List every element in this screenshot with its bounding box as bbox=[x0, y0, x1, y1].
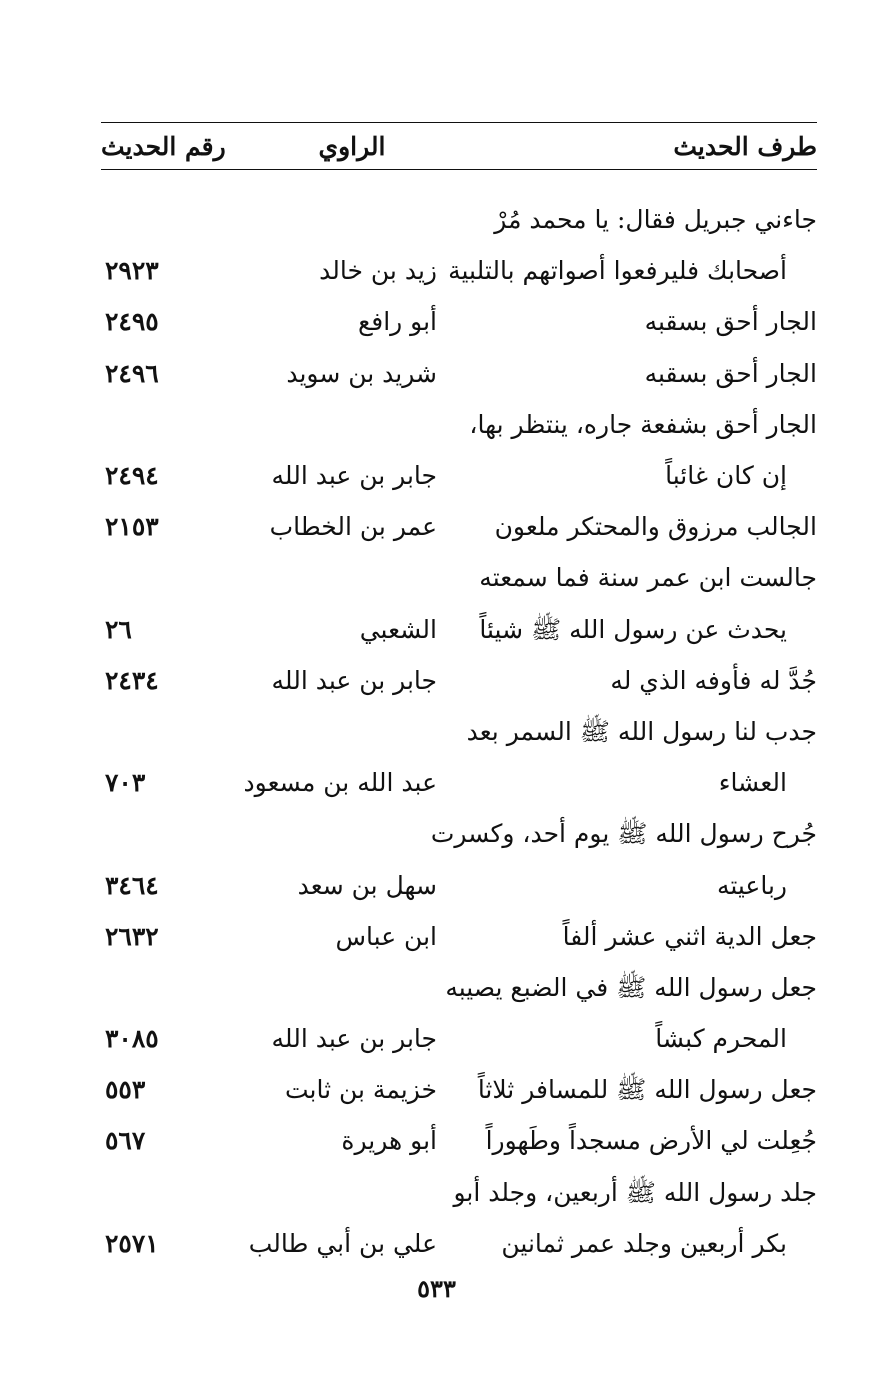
narrator-name: زيد بن خالد bbox=[319, 256, 437, 286]
hadith-text: الجار أحق بشفعة جاره، ينتظر بها، bbox=[469, 409, 817, 439]
hadith-text: جعل رسول الله ﷺ في الضبع يصيبه bbox=[445, 972, 817, 1002]
hadith-number: ٢٤٣٤ bbox=[105, 665, 159, 695]
table-row bbox=[101, 245, 817, 296]
index-page bbox=[101, 122, 817, 1269]
table-row bbox=[101, 194, 817, 245]
hadith-text: أصحابك فليرفعوا أصواتهم بالتلبية bbox=[448, 256, 787, 286]
hadith-number: ٥٦٧ bbox=[105, 1126, 146, 1156]
table-row bbox=[101, 296, 817, 347]
hadith-text: جُدَّ له فأوفه الذي له bbox=[610, 665, 817, 695]
hadith-text: الجار أحق بسقبه bbox=[644, 307, 817, 337]
hadith-number: ٢٦٣٢ bbox=[105, 921, 159, 951]
entries-list bbox=[101, 194, 817, 1269]
column-header-number: رقم الحديث bbox=[101, 131, 226, 161]
table-row bbox=[101, 399, 817, 450]
hadith-number: ٢١٥٣ bbox=[105, 512, 159, 542]
table-row bbox=[101, 450, 817, 501]
hadith-text: المحرم كبشاً bbox=[655, 1024, 787, 1054]
table-row bbox=[101, 808, 817, 859]
hadith-number: ٢٤٩٦ bbox=[105, 358, 159, 388]
narrator-name: أبو هريرة bbox=[341, 1126, 437, 1156]
hadith-text: جالست ابن عمر سنة فما سمعته bbox=[479, 563, 817, 593]
hadith-number: ٢٦ bbox=[105, 614, 132, 644]
header-bottom-rule bbox=[101, 169, 817, 170]
table-row bbox=[101, 604, 817, 655]
hadith-number: ٢٤٩٥ bbox=[105, 307, 159, 337]
narrator-name: علي بن أبي طالب bbox=[248, 1228, 437, 1258]
column-header-narrator: الراوي bbox=[318, 131, 386, 161]
table-row bbox=[101, 1064, 817, 1115]
table-row bbox=[101, 655, 817, 706]
table-row bbox=[101, 1115, 817, 1166]
narrator-name: أبو رافع bbox=[357, 307, 437, 337]
table-row bbox=[101, 348, 817, 399]
hadith-text: جلد رسول الله ﷺ أربعين، وجلد أبو bbox=[453, 1177, 817, 1207]
hadith-number: ٧٠٣ bbox=[105, 768, 146, 798]
hadith-text: الجار أحق بسقبه bbox=[644, 358, 817, 388]
hadith-text: العشاء bbox=[718, 768, 787, 798]
hadith-text: جُعِلت لي الأرض مسجداً وطَهوراً bbox=[485, 1126, 817, 1156]
hadith-number: ٢٩٢٣ bbox=[105, 256, 159, 286]
table-row bbox=[101, 1167, 817, 1218]
narrator-name: سهل بن سعد bbox=[297, 870, 437, 900]
hadith-text: الجالب مرزوق والمحتكر ملعون bbox=[494, 512, 817, 542]
hadith-number: ٣٠٨٥ bbox=[105, 1024, 159, 1054]
table-row bbox=[101, 1013, 817, 1064]
hadith-text: جُرح رسول الله ﷺ يوم أحد، وكسرت bbox=[430, 819, 817, 849]
hadith-number: ٢٤٩٤ bbox=[105, 461, 159, 491]
hadith-text: جاءني جبريل فقال: يا محمد مُرْ bbox=[494, 205, 817, 235]
table-row bbox=[101, 757, 817, 808]
table-row bbox=[101, 501, 817, 552]
narrator-name: خزيمة بن ثابت bbox=[284, 1075, 437, 1105]
table-row bbox=[101, 911, 817, 962]
hadith-text: بكر أربعين وجلد عمر ثمانين bbox=[501, 1228, 787, 1258]
narrator-name: جابر بن عبد الله bbox=[271, 1024, 437, 1054]
column-header-hadith: طرف الحديث bbox=[673, 131, 817, 161]
table-row bbox=[101, 552, 817, 603]
narrator-name: ابن عباس bbox=[335, 921, 437, 951]
narrator-name: الشعبي bbox=[359, 614, 437, 644]
hadith-text: جدب لنا رسول الله ﷺ السمر بعد bbox=[466, 716, 817, 746]
hadith-text: إن كان غائباً bbox=[665, 461, 787, 491]
table-header bbox=[101, 123, 817, 169]
hadith-number: ٣٤٦٤ bbox=[105, 870, 159, 900]
table-row bbox=[101, 706, 817, 757]
narrator-name: عبد الله بن مسعود bbox=[243, 768, 437, 798]
narrator-name: جابر بن عبد الله bbox=[271, 665, 437, 695]
narrator-name: شريد بن سويد bbox=[286, 358, 437, 388]
hadith-number: ٥٥٣ bbox=[105, 1075, 146, 1105]
hadith-text: جعل رسول الله ﷺ للمسافر ثلاثاً bbox=[477, 1075, 817, 1105]
narrator-name: عمر بن الخطاب bbox=[269, 512, 437, 542]
hadith-text: رباعيته bbox=[716, 870, 787, 900]
narrator-name: جابر بن عبد الله bbox=[271, 461, 437, 491]
table-row bbox=[101, 962, 817, 1013]
hadith-number: ٢٥٧١ bbox=[105, 1228, 159, 1258]
hadith-text: يحدث عن رسول الله ﷺ شيئاً bbox=[479, 614, 787, 644]
table-row bbox=[101, 1218, 817, 1269]
hadith-text: جعل الدية اثني عشر ألفاً bbox=[562, 921, 817, 951]
table-row bbox=[101, 859, 817, 910]
page-number: ٥٣٣ bbox=[417, 1274, 456, 1303]
